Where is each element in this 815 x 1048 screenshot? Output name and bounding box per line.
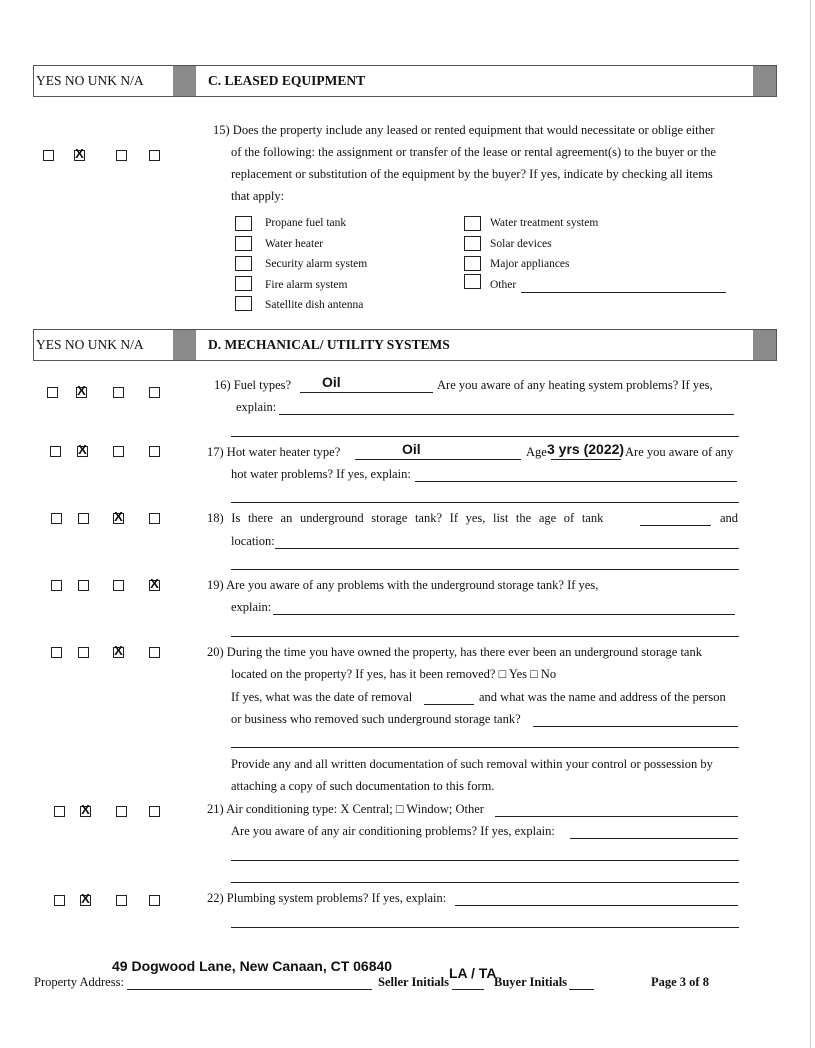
q17-age-line[interactable] — [551, 459, 621, 460]
option-solar-checkbox[interactable] — [464, 236, 481, 251]
q19-yes-checkbox[interactable] — [51, 580, 62, 591]
q21-unk-checkbox[interactable] — [116, 806, 127, 817]
option-other-line[interactable] — [521, 292, 726, 293]
q20-line1: 20) During the time you have owned the property, has there ever been an underground storage tank — [207, 645, 702, 659]
q19-na-checkbox[interactable] — [149, 580, 160, 591]
buyer-initials-label: Buyer Initials — [494, 975, 568, 989]
q21-explain-line[interactable] — [570, 838, 738, 839]
q22-line1: 22) Plumbing system problems? If yes, explain: — [207, 891, 447, 905]
q22-explain-line-2[interactable] — [231, 927, 739, 928]
option-water-treatment-label: Water treatment system — [490, 217, 599, 229]
q20-na-checkbox[interactable] — [149, 647, 160, 658]
q17-explain-line[interactable] — [415, 481, 737, 482]
q15-na-checkbox[interactable] — [149, 150, 160, 161]
q18-location-line-2[interactable] — [231, 569, 739, 570]
option-propane-checkbox[interactable] — [235, 216, 252, 231]
column-headers: YES NO UNK N/A — [36, 73, 144, 88]
q17-type-value: Oil — [402, 441, 421, 457]
option-major-appliances-label: Major appliances — [490, 258, 570, 270]
q20-line3b: and what was the name and address of the person — [479, 690, 726, 704]
q17-age-label: Age — [526, 445, 547, 459]
q16-fuel-value: Oil — [322, 374, 341, 390]
q18-no-checkbox[interactable] — [78, 513, 89, 524]
q21-other-line[interactable] — [495, 816, 738, 817]
q15-unk-checkbox[interactable] — [116, 150, 127, 161]
seller-initials-value: LA / TA — [449, 965, 497, 981]
q20-line4: or business who removed such underground storage tank? — [231, 712, 521, 726]
section-c-header — [33, 65, 777, 97]
q20-line6: attaching a copy of such documentation to this form. — [231, 779, 495, 793]
q15-text-1: 15) Does the property include any leased or rented equipment that would necessitate or oblige either — [213, 123, 715, 137]
q18-location-line[interactable] — [275, 548, 739, 549]
q16-yes-checkbox[interactable] — [47, 387, 58, 398]
q17-type-line[interactable] — [355, 459, 521, 460]
q17-na-checkbox[interactable] — [149, 446, 160, 457]
q16-rest: Are you aware of any heating system problems? If yes, — [437, 378, 713, 392]
q18-line1: 18) Is there an underground storage tank? If yes, list the age of tank — [207, 511, 604, 525]
seller-initials-label: Seller Initials — [378, 975, 449, 989]
q17-explain-line-2[interactable] — [231, 502, 739, 503]
q15-text-3: replacement or substitution of the equipment by the buyer? If yes, indicate by checking all items — [231, 167, 713, 181]
q20-line2: located on the property? If yes, has it been removed? □ Yes □ No — [231, 667, 557, 681]
q20-yes-checkbox[interactable] — [51, 647, 62, 658]
q22-na-checkbox[interactable] — [149, 895, 160, 906]
q19-explain-line-2[interactable] — [231, 636, 739, 637]
q21-no-checkbox[interactable] — [80, 806, 91, 817]
q17-line2: hot water problems? If yes, explain: — [231, 467, 411, 481]
q18-na-checkbox[interactable] — [149, 513, 160, 524]
q16-explain-line-2[interactable] — [231, 436, 739, 437]
q18-location-label: location: — [231, 534, 275, 548]
option-water-heater-label: Water heater — [265, 238, 324, 250]
q20-removal-date-line[interactable] — [424, 704, 474, 705]
option-fire-alarm-checkbox[interactable] — [235, 276, 252, 291]
option-solar-label: Solar devices — [490, 238, 552, 250]
page-number: Page 3 of 8 — [651, 975, 709, 989]
q22-yes-checkbox[interactable] — [54, 895, 65, 906]
option-major-appliances-checkbox[interactable] — [464, 256, 481, 271]
q21-line1: 21) Air conditioning type: X Central; □ Window; Other — [207, 802, 484, 816]
q15-text-2: of the following: the assignment or transfer of the lease or rental agreement(s) to the buyer or the — [231, 145, 716, 159]
q15-text-4: that apply: — [231, 189, 285, 203]
header-shade-left — [173, 66, 196, 96]
header-shade-left-d — [173, 330, 196, 360]
q19-unk-checkbox[interactable] — [113, 580, 124, 591]
page-edge — [810, 0, 811, 1048]
option-security-alarm-label: Security alarm system — [265, 258, 368, 270]
q16-unk-checkbox[interactable] — [113, 387, 124, 398]
q16-prefix: 16) Fuel types? — [214, 378, 292, 392]
q17-prefix: 17) Hot water heater type? — [207, 445, 341, 459]
buyer-initials-line[interactable] — [569, 989, 594, 990]
q17-unk-checkbox[interactable] — [113, 446, 124, 457]
option-other-checkbox[interactable] — [464, 274, 481, 289]
q17-no-checkbox[interactable] — [77, 446, 88, 457]
option-satellite-checkbox[interactable] — [235, 296, 252, 311]
option-water-treatment-checkbox[interactable] — [464, 216, 481, 231]
option-water-heater-checkbox[interactable] — [235, 236, 252, 251]
property-address-label: Property Address: — [34, 975, 124, 989]
section-d-header — [33, 329, 777, 361]
q19-line1: 19) Are you aware of any problems with the underground storage tank? If yes, — [207, 578, 599, 592]
option-satellite-label: Satellite dish antenna — [265, 299, 364, 311]
q21-na-checkbox[interactable] — [149, 806, 160, 817]
header-shade-right — [753, 66, 776, 96]
seller-initials-line[interactable] — [452, 989, 484, 990]
q20-remover-line-2[interactable] — [231, 747, 739, 748]
q16-no-checkbox[interactable] — [76, 387, 87, 398]
option-fire-alarm-label: Fire alarm system — [265, 279, 348, 291]
q19-explain-label: explain: — [231, 600, 272, 614]
q17-age-value: 3 yrs (2022) — [547, 441, 625, 457]
q15-yes-checkbox[interactable] — [43, 150, 54, 161]
q20-line3a: If yes, what was the date of removal — [231, 690, 413, 704]
q22-no-checkbox[interactable] — [80, 895, 91, 906]
q20-no-checkbox[interactable] — [78, 647, 89, 658]
property-address-line[interactable] — [127, 989, 372, 990]
option-propane-label: Propane fuel tank — [265, 217, 347, 229]
q15-no-checkbox[interactable] — [74, 150, 85, 161]
q20-line5: Provide any and all written documentation of such removal within your control or possession by — [231, 757, 713, 771]
q17-rest: Are you aware of any — [625, 445, 734, 459]
q21-line2: Are you aware of any air conditioning problems? If yes, explain: — [231, 824, 555, 838]
q16-na-checkbox[interactable] — [149, 387, 160, 398]
header-shade-right-d — [753, 330, 776, 360]
q19-explain-line[interactable] — [273, 614, 735, 615]
q16-explain-label: explain: — [236, 400, 277, 414]
option-security-alarm-checkbox[interactable] — [235, 256, 252, 271]
option-other-label: Other — [490, 279, 517, 291]
q21-explain-line-2[interactable] — [231, 860, 739, 861]
q22-unk-checkbox[interactable] — [116, 895, 127, 906]
q18-unk-checkbox[interactable] — [113, 513, 124, 524]
property-address-value: 49 Dogwood Lane, New Canaan, CT 06840 — [112, 958, 393, 974]
q18-yes-checkbox[interactable] — [51, 513, 62, 524]
section-d-title: D. MECHANICAL/ UTILITY SYSTEMS — [208, 337, 450, 352]
q22-explain-line[interactable] — [455, 905, 738, 906]
q18-age-line[interactable] — [640, 525, 711, 526]
column-headers-d: YES NO UNK N/A — [36, 337, 144, 352]
q17-yes-checkbox[interactable] — [50, 446, 61, 457]
q18-and: and — [720, 511, 739, 525]
q16-explain-line[interactable] — [279, 414, 734, 415]
section-c-title: C. LEASED EQUIPMENT — [208, 73, 366, 88]
q21-explain-line-3[interactable] — [231, 882, 739, 883]
q16-fuel-line[interactable] — [300, 392, 433, 393]
q19-no-checkbox[interactable] — [78, 580, 89, 591]
q20-remover-line[interactable] — [533, 726, 738, 727]
q20-unk-checkbox[interactable] — [113, 647, 124, 658]
q21-yes-checkbox[interactable] — [54, 806, 65, 817]
